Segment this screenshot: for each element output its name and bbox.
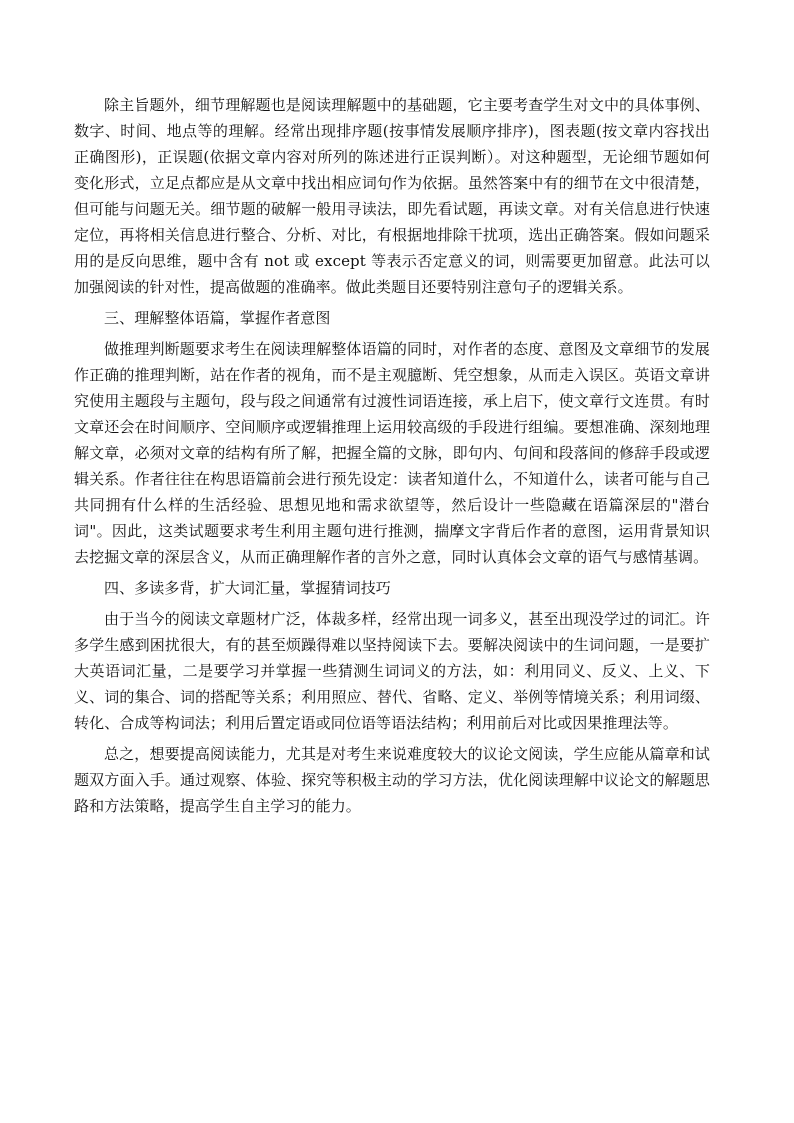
section-heading-3: 三、理解整体语篇，掌握作者意图: [104, 309, 331, 327]
section-heading-4: 四、多读多背，扩大词汇量，掌握猜词技巧: [104, 579, 391, 597]
paragraph-detail-questions: 除主旨题外，细节理解题也是阅读理解题中的基础题，它主要考查学生对文中的具体事例、数字、时间、地点等的理解。经常出现排序题(按事情发展顺序排序)，图表题(按文章内容找出正确图形)，正误题(依据文章内容对所列的陈述进行正误判断）。对这种题型，无论细节题如何变化形式，立足点都应是从文章中找出相应词句作为依据。虽然答案中有的细节在文中很清楚，但可能与问题无关。细节题的破解一般用寻读法，即先看试题，再读文章。对有关信息进行快速定位，再将相关信息进行整合、分析、对比，有根据地排除干扰项，选出正确答案。假如问题采用的是反向思维，题中含有 not 或 except 等表示否定意义的词，则需要更加留意。此法可以加强阅读的针对性，提高做题的准确率。做此类题目还要特别注意句子的逻辑关系。: [74, 96, 710, 296]
paragraph-inference-questions: 做推理判断题要求考生在阅读理解整体语篇的同时，对作者的态度、意图及文章细节的发展作正确的推理判断，站在作者的视角，而不是主观臆断、凭空想象，从而走入误区。英语文章讲究使用主题段与主题句，段与段之间通常有过渡性词语连接，承上启下，使文章行文连贯。有时文章还会在时间顺序、空间顺序或逻辑推理上运用较高级的手段进行组编。要想准确、深刻地理解文章，必须对文章的结构有所了解，把握全篇的文脉，即句内、句间和段落间的修辞手段或逻辑关系。作者往往在构思语篇前会进行预先设定：读者知道什么，不知道什么，读者可能与自己共同拥有什么样的生活经验、思想见地和需求欲望等，然后设计一些隐藏在语篇深层的"潜台词"。因此，这类试题要求考生利用主题句进行推测，揣摩文字背后作者的意图，运用背景知识去挖掘文章的深层含义，从而正确理解作者的言外之意，同时认真体会文章的语气与感情基调。: [74, 340, 710, 566]
paragraph-conclusion: 总之，想要提高阅读能力，尤其是对考生来说难度较大的议论文阅读，学生应能从篇章和试题双方面入手。通过观察、体验、探究等积极主动的学习方法，优化阅读理解中议论文的解题思路和方法策略，提高学生自主学习的能力。: [74, 745, 710, 815]
paragraph-vocabulary: 由于当今的阅读文章题材广泛，体裁多样，经常出现一词多义，甚至出现没学过的词汇。许多学生感到困扰很大，有的甚至烦躁得难以坚持阅读下去。要解决阅读中的生词问题，一是要扩大英语词汇量，二是要学习并掌握一些猜测生词词义的方法，如：利用同义、反义、上义、下义、词的集合、词的搭配等关系；利用照应、替代、省略、定义、举例等情境关系；利用词缀、转化、合成等构词法；利用后置定语或同位语等语法结构；利用前后对比或因果推理法等。: [74, 610, 710, 732]
